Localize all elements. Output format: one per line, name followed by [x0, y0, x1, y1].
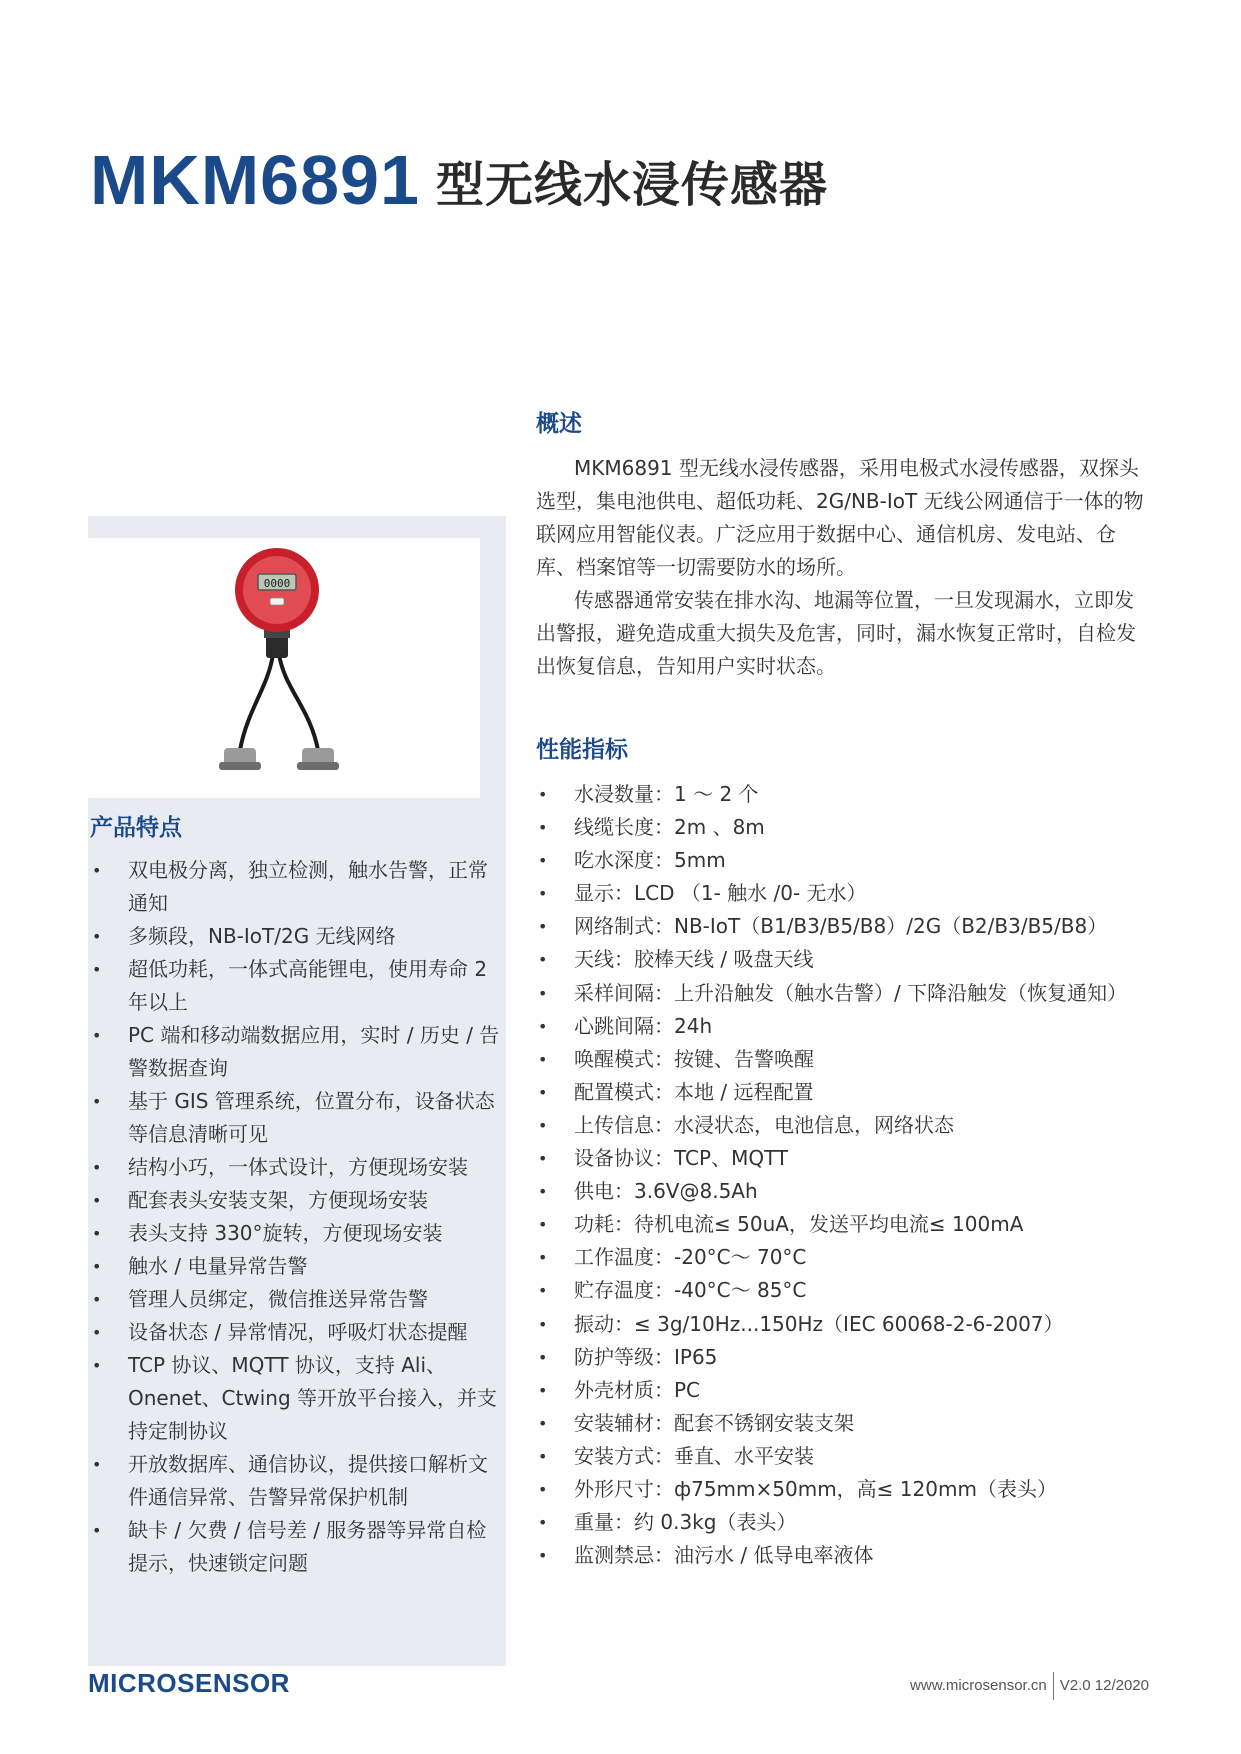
footer-divider — [1053, 1672, 1054, 1700]
specs-list — [536, 778, 1176, 1572]
overview-paragraph: MKM6891 型无线水浸传感器，采用电极式水浸传感器，双探头选型，集电池供电、超低功耗、2G/NB-IoT 无线公网通信于一体的物联网应用智能仪表。广泛应用于数据中心、通信机房、发电站、仓库、档案馆等一切需要防水的场所。 — [536, 456, 1144, 579]
spec-item: • 功耗：待机电流≤ 50uA，发送平均电流≤ 100mA — [536, 1208, 1176, 1241]
spec-item: • 显示：LCD （1- 触水 /0- 无水） — [536, 877, 1176, 910]
overview-paragraph: 传感器通常安装在排水沟、地漏等位置，一旦发现漏水，立即发出警报，避免造成重大损失及危害，同时，漏水恢复正常时，自检发出恢复信息，告知用户实时状态。 — [536, 588, 1136, 678]
feature-item: • 配套表头安装支架，方便现场安装 — [90, 1184, 506, 1217]
features-list — [90, 854, 506, 1580]
device-lcd-readout: 0000 — [263, 577, 291, 590]
feature-item: • 超低功耗，一体式高能锂电，使用寿命 2 年以上 — [90, 953, 506, 1019]
features-title: 产品特点 — [90, 815, 182, 841]
spec-item: • 唤醒模式：按键、告警唤醒 — [536, 1043, 1176, 1076]
overview-title: 概述 — [536, 411, 582, 437]
water-sensor-device-illustration — [88, 538, 480, 798]
specs-title: 性能指标 — [536, 737, 628, 763]
feature-item: • 表头支持 330°旋转，方便现场安装 — [90, 1217, 506, 1250]
spec-item: • 心跳间隔：24h — [536, 1010, 1176, 1043]
microsensor-logo: MICROSENSOR — [88, 1668, 290, 1698]
product-photo — [88, 538, 480, 798]
spec-item: • 安装方式：垂直、水平安装 — [536, 1440, 1176, 1473]
product-name-title: 型无线水浸传感器 — [436, 157, 829, 213]
feature-item: • 基于 GIS 管理系统，位置分布，设备状态等信息清晰可见 — [90, 1085, 506, 1151]
spec-item: • 水浸数量：1 ～ 2 个 — [536, 778, 1176, 811]
spec-item: • 上传信息：水浸状态，电池信息，网络状态 — [536, 1109, 1176, 1142]
spec-item: • 安装辅材：配套不锈钢安装支架 — [536, 1407, 1176, 1440]
spec-item: • 供电：3.6V@8.5Ah — [536, 1175, 1176, 1208]
footer-info — [910, 1672, 1149, 1700]
product-model-title: MKM6891 — [90, 141, 420, 219]
feature-item: • TCP 协议、MQTT 协议，支持 Ali、Onenet、Ctwing 等开放平台接入，并支持定制协议 — [90, 1349, 506, 1448]
overview-body — [536, 452, 1150, 683]
feature-item: • PC 端和移动端数据应用，实时 / 历史 / 告警数据查询 — [90, 1019, 506, 1085]
feature-item: • 触水 / 电量异常告警 — [90, 1250, 506, 1283]
spec-item: • 线缆长度：2m 、8m — [536, 811, 1176, 844]
spec-item: • 监测禁忌：油污水 / 低导电率液体 — [536, 1539, 1176, 1572]
feature-item: • 开放数据库、通信协议，提供接口解析文件通信异常、告警异常保护机制 — [90, 1448, 506, 1514]
feature-item: • 缺卡 / 欠费 / 信号差 / 服务器等异常自检提示，快速锁定问题 — [90, 1514, 506, 1580]
spec-item: • 天线：胶棒天线 / 吸盘天线 — [536, 943, 1176, 976]
spec-item: • 工作温度：-20°C～ 70°C — [536, 1241, 1176, 1274]
spec-item: • 吃水深度：5mm — [536, 844, 1176, 877]
feature-item: • 设备状态 / 异常情况，呼吸灯状态提醒 — [90, 1316, 506, 1349]
spec-item: • 配置模式：本地 / 远程配置 — [536, 1076, 1176, 1109]
spec-item: • 防护等级：IP65 — [536, 1341, 1176, 1374]
feature-item: • 双电极分离，独立检测，触水告警，正常通知 — [90, 854, 506, 920]
feature-item: • 管理人员绑定，微信推送异常告警 — [90, 1283, 506, 1316]
spec-item: • 外壳材质：PC — [536, 1374, 1176, 1407]
feature-item: • 结构小巧，一体式设计，方便现场安装 — [90, 1151, 506, 1184]
spec-item: • 贮存温度：-40°C～ 85°C — [536, 1274, 1176, 1307]
spec-item: • 外形尺寸：ф75mm×50mm，高≤ 120mm（表头） — [536, 1473, 1176, 1506]
feature-item: • 多频段，NB-IoT/2G 无线网络 — [90, 920, 506, 953]
spec-item: • 设备协议：TCP、MQTT — [536, 1142, 1176, 1175]
spec-item: • 振动：≤ 3g/10Hz...150Hz（IEC 60068-2-6-2007） — [536, 1308, 1176, 1341]
version-label: V2.0 12/2020 — [1059, 1676, 1149, 1694]
spec-item: • 网络制式：NB-IoT（B1/B3/B5/B8）/2G（B2/B3/B5/B8） — [536, 910, 1176, 943]
spec-item: • 重量：约 0.3kg（表头） — [536, 1506, 1176, 1539]
website-link[interactable]: www.microsensor.cn — [910, 1676, 1047, 1694]
spec-item: • 采样间隔：上升沿触发（触水告警）/ 下降沿触发（恢复通知） — [536, 977, 1176, 1010]
